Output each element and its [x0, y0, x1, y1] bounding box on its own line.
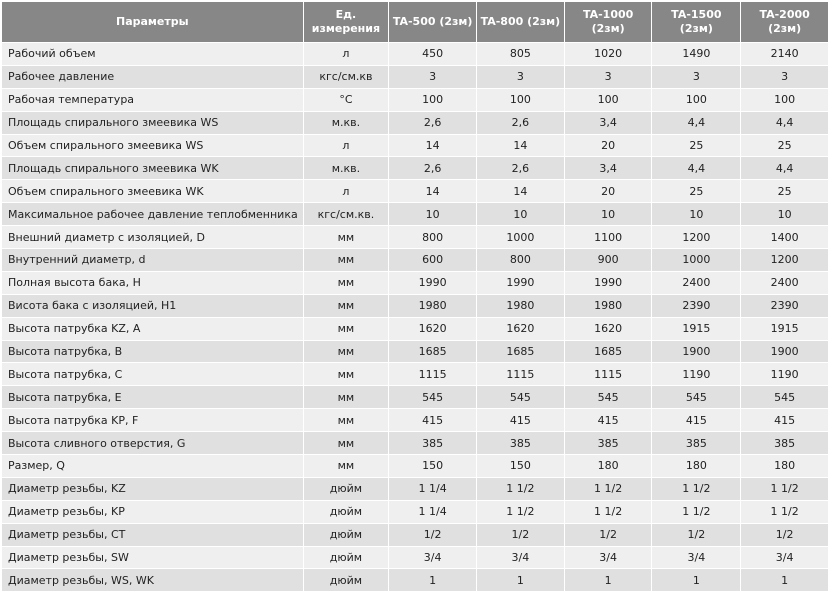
parameter-cell: Высота патрубка, B	[2, 341, 303, 363]
value-ta-1500: 25	[652, 180, 740, 202]
table-row	[2, 249, 828, 271]
header-model-ta-1000: TA-1000 (2зм)	[565, 2, 652, 42]
table-row	[2, 386, 828, 408]
table-row	[2, 478, 828, 500]
table-row	[2, 501, 828, 523]
unit-cell: дюйм	[304, 524, 389, 546]
table-row	[2, 341, 828, 363]
value-ta-1000: 1 1/2	[565, 501, 652, 523]
value-ta-500: 1980	[389, 295, 476, 317]
value-ta-1000: 1980	[565, 295, 652, 317]
parameter-cell: Внешний диаметр с изоляцией, D	[2, 226, 303, 248]
parameter-cell: Диаметр резьбы, KP	[2, 501, 303, 523]
value-ta-500: 1620	[389, 318, 476, 340]
unit-cell: м.кв.	[304, 112, 389, 134]
value-ta-2000: 2390	[741, 295, 828, 317]
table-row	[2, 455, 828, 477]
unit-cell: мм	[304, 341, 389, 363]
value-ta-2000: 3/4	[741, 547, 828, 569]
value-ta-2000: 1190	[741, 363, 828, 385]
value-ta-1000: 20	[565, 135, 652, 157]
unit-cell: мм	[304, 455, 389, 477]
parameter-cell: Висота бака с изоляцией, H1	[2, 295, 303, 317]
value-ta-2000: 1 1/2	[741, 501, 828, 523]
table-row	[2, 363, 828, 385]
unit-cell: л	[304, 135, 389, 157]
table-row	[2, 524, 828, 546]
value-ta-500: 600	[389, 249, 476, 271]
value-ta-1000: 545	[565, 386, 652, 408]
value-ta-1500: 1000	[652, 249, 740, 271]
value-ta-1000: 3/4	[565, 547, 652, 569]
parameter-cell: Высота патрубка, C	[2, 363, 303, 385]
value-ta-800: 1620	[477, 318, 564, 340]
header-model-ta-1500: TA-1500 (2зм)	[652, 2, 740, 42]
table-row	[2, 135, 828, 157]
parameter-cell: Объем спирального змеевика WK	[2, 180, 303, 202]
value-ta-800: 1 1/2	[477, 478, 564, 500]
value-ta-800: 1/2	[477, 524, 564, 546]
parameter-cell: Высота сливного отверстия, G	[2, 432, 303, 454]
value-ta-2000: 25	[741, 135, 828, 157]
value-ta-1000: 10	[565, 203, 652, 225]
table-row	[2, 432, 828, 454]
value-ta-1500: 415	[652, 409, 740, 431]
value-ta-1500: 1190	[652, 363, 740, 385]
value-ta-800: 2,6	[477, 157, 564, 179]
value-ta-1500: 1/2	[652, 524, 740, 546]
header-model-ta-2000: TA-2000 (2зм)	[741, 2, 828, 42]
value-ta-1500: 1900	[652, 341, 740, 363]
parameter-cell: Объем спирального змеевика WS	[2, 135, 303, 157]
table-row	[2, 89, 828, 111]
value-ta-2000: 25	[741, 180, 828, 202]
value-ta-500: 10	[389, 203, 476, 225]
value-ta-800: 800	[477, 249, 564, 271]
value-ta-800: 10	[477, 203, 564, 225]
value-ta-800: 385	[477, 432, 564, 454]
value-ta-500: 1	[389, 569, 476, 591]
value-ta-1500: 4,4	[652, 157, 740, 179]
unit-cell: дюйм	[304, 547, 389, 569]
value-ta-1000: 100	[565, 89, 652, 111]
value-ta-500: 2,6	[389, 157, 476, 179]
parameter-cell: Диаметр резьбы, WS, WK	[2, 569, 303, 591]
parameter-cell: Площадь спирального змеевика WK	[2, 157, 303, 179]
value-ta-1500: 1915	[652, 318, 740, 340]
value-ta-1500: 1200	[652, 226, 740, 248]
parameter-cell: Высота патрубка KZ, A	[2, 318, 303, 340]
table-row	[2, 112, 828, 134]
table-row	[2, 66, 828, 88]
value-ta-1500: 10	[652, 203, 740, 225]
value-ta-800: 3	[477, 66, 564, 88]
unit-cell: мм	[304, 272, 389, 294]
value-ta-1500: 3/4	[652, 547, 740, 569]
unit-cell: л	[304, 180, 389, 202]
value-ta-1000: 1020	[565, 43, 652, 65]
value-ta-500: 100	[389, 89, 476, 111]
value-ta-1500: 25	[652, 135, 740, 157]
value-ta-800: 1115	[477, 363, 564, 385]
value-ta-1000: 1100	[565, 226, 652, 248]
value-ta-1500: 2390	[652, 295, 740, 317]
value-ta-800: 415	[477, 409, 564, 431]
value-ta-2000: 1	[741, 569, 828, 591]
parameter-cell: Рабочая температура	[2, 89, 303, 111]
value-ta-1000: 3,4	[565, 112, 652, 134]
value-ta-1500: 100	[652, 89, 740, 111]
value-ta-800: 150	[477, 455, 564, 477]
value-ta-2000: 1400	[741, 226, 828, 248]
table-row	[2, 409, 828, 431]
value-ta-800: 100	[477, 89, 564, 111]
value-ta-500: 3	[389, 66, 476, 88]
value-ta-800: 14	[477, 135, 564, 157]
value-ta-1000: 1990	[565, 272, 652, 294]
value-ta-500: 14	[389, 135, 476, 157]
value-ta-1000: 180	[565, 455, 652, 477]
table-header	[2, 2, 828, 42]
value-ta-800: 1	[477, 569, 564, 591]
value-ta-800: 1980	[477, 295, 564, 317]
table-row	[2, 157, 828, 179]
value-ta-1000: 1/2	[565, 524, 652, 546]
value-ta-500: 1/2	[389, 524, 476, 546]
value-ta-2000: 1900	[741, 341, 828, 363]
table-row	[2, 43, 828, 65]
table-row	[2, 547, 828, 569]
value-ta-800: 1990	[477, 272, 564, 294]
unit-cell: мм	[304, 295, 389, 317]
value-ta-1000: 3,4	[565, 157, 652, 179]
value-ta-500: 1 1/4	[389, 478, 476, 500]
value-ta-2000: 1200	[741, 249, 828, 271]
parameter-cell: Диаметр резьбы, SW	[2, 547, 303, 569]
value-ta-1500: 545	[652, 386, 740, 408]
value-ta-800: 1000	[477, 226, 564, 248]
value-ta-800: 1685	[477, 341, 564, 363]
value-ta-2000: 4,4	[741, 112, 828, 134]
value-ta-500: 2,6	[389, 112, 476, 134]
value-ta-500: 545	[389, 386, 476, 408]
value-ta-2000: 10	[741, 203, 828, 225]
value-ta-800: 805	[477, 43, 564, 65]
value-ta-800: 14	[477, 180, 564, 202]
table-row	[2, 272, 828, 294]
value-ta-500: 3/4	[389, 547, 476, 569]
parameter-cell: Рабочий объем	[2, 43, 303, 65]
parameter-cell: Внутренний диаметр, d	[2, 249, 303, 271]
parameter-cell: Высота патрубка KP, F	[2, 409, 303, 431]
value-ta-2000: 100	[741, 89, 828, 111]
value-ta-500: 800	[389, 226, 476, 248]
value-ta-2000: 3	[741, 66, 828, 88]
value-ta-2000: 2400	[741, 272, 828, 294]
header-unit: Ед. измерения	[304, 2, 389, 42]
value-ta-1000: 900	[565, 249, 652, 271]
unit-cell: мм	[304, 409, 389, 431]
value-ta-500: 415	[389, 409, 476, 431]
unit-cell: дюйм	[304, 569, 389, 591]
unit-cell: кгс/см.кв	[304, 66, 389, 88]
unit-cell: м.кв.	[304, 157, 389, 179]
value-ta-800: 2,6	[477, 112, 564, 134]
value-ta-2000: 385	[741, 432, 828, 454]
value-ta-800: 545	[477, 386, 564, 408]
value-ta-2000: 1915	[741, 318, 828, 340]
unit-cell: кгс/см.кв.	[304, 203, 389, 225]
header-parameters: Параметры	[2, 2, 303, 42]
value-ta-1500: 3	[652, 66, 740, 88]
value-ta-2000: 4,4	[741, 157, 828, 179]
parameter-cell: Максимальное рабочее давление теплобменника	[2, 203, 303, 225]
unit-cell: мм	[304, 226, 389, 248]
table-row	[2, 318, 828, 340]
value-ta-800: 3/4	[477, 547, 564, 569]
parameter-cell: Диаметр резьбы, CT	[2, 524, 303, 546]
value-ta-1500: 2400	[652, 272, 740, 294]
parameter-cell: Высота патрубка, E	[2, 386, 303, 408]
table-row	[2, 569, 828, 591]
value-ta-500: 1 1/4	[389, 501, 476, 523]
value-ta-2000: 2140	[741, 43, 828, 65]
value-ta-1500: 1490	[652, 43, 740, 65]
value-ta-500: 1115	[389, 363, 476, 385]
value-ta-1000: 1	[565, 569, 652, 591]
value-ta-500: 150	[389, 455, 476, 477]
value-ta-800: 1 1/2	[477, 501, 564, 523]
unit-cell: дюйм	[304, 478, 389, 500]
value-ta-2000: 1/2	[741, 524, 828, 546]
value-ta-1000: 1115	[565, 363, 652, 385]
header-model-ta-800: TA-800 (2зм)	[477, 2, 564, 42]
table-body	[2, 43, 828, 591]
value-ta-1500: 385	[652, 432, 740, 454]
table-row	[2, 295, 828, 317]
parameter-cell: Площадь спирального змеевика WS	[2, 112, 303, 134]
value-ta-1500: 1 1/2	[652, 478, 740, 500]
value-ta-1500: 1 1/2	[652, 501, 740, 523]
header-row	[2, 2, 828, 42]
value-ta-1000: 20	[565, 180, 652, 202]
unit-cell: мм	[304, 386, 389, 408]
value-ta-1000: 1 1/2	[565, 478, 652, 500]
value-ta-2000: 1 1/2	[741, 478, 828, 500]
value-ta-1000: 1685	[565, 341, 652, 363]
value-ta-500: 385	[389, 432, 476, 454]
table-row	[2, 180, 828, 202]
value-ta-1000: 1620	[565, 318, 652, 340]
unit-cell: °С	[304, 89, 389, 111]
value-ta-500: 1685	[389, 341, 476, 363]
value-ta-2000: 545	[741, 386, 828, 408]
parameter-cell: Размер, Q	[2, 455, 303, 477]
unit-cell: мм	[304, 249, 389, 271]
table-row	[2, 226, 828, 248]
specifications-table	[1, 1, 829, 592]
value-ta-500: 450	[389, 43, 476, 65]
value-ta-2000: 415	[741, 409, 828, 431]
parameter-cell: Полная высота бака, H	[2, 272, 303, 294]
value-ta-500: 1990	[389, 272, 476, 294]
table-row	[2, 203, 828, 225]
parameter-cell: Рабочее давление	[2, 66, 303, 88]
unit-cell: мм	[304, 432, 389, 454]
unit-cell: мм	[304, 318, 389, 340]
value-ta-1000: 385	[565, 432, 652, 454]
value-ta-1000: 415	[565, 409, 652, 431]
parameter-cell: Диаметр резьбы, KZ	[2, 478, 303, 500]
unit-cell: дюйм	[304, 501, 389, 523]
value-ta-2000: 180	[741, 455, 828, 477]
value-ta-1000: 3	[565, 66, 652, 88]
unit-cell: мм	[304, 363, 389, 385]
value-ta-1500: 4,4	[652, 112, 740, 134]
unit-cell: л	[304, 43, 389, 65]
header-model-ta-500: TA-500 (2зм)	[389, 2, 476, 42]
value-ta-1500: 1	[652, 569, 740, 591]
value-ta-500: 14	[389, 180, 476, 202]
value-ta-1500: 180	[652, 455, 740, 477]
